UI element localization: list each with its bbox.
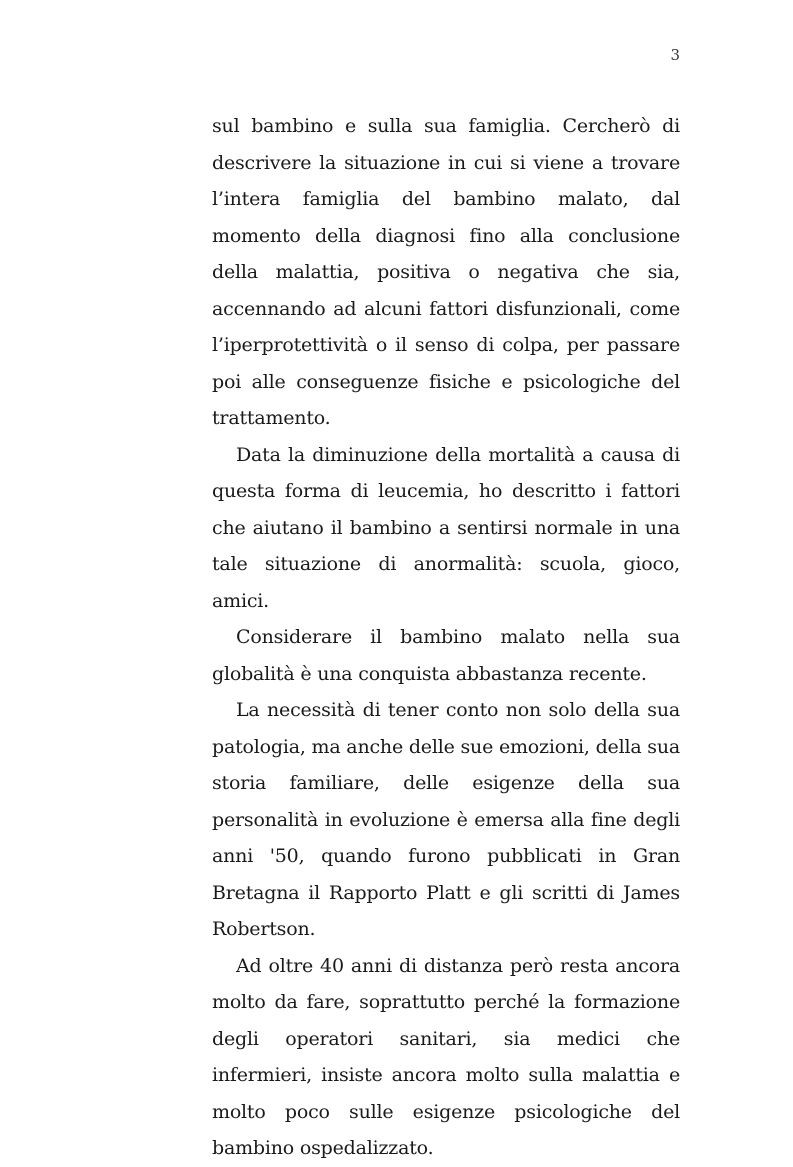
body-text: [212, 108, 680, 1167]
page-number: 3: [670, 46, 680, 64]
paragraph-training: Ad oltre 40 anni di distanza però resta ancora molto da fare, soprattutto perché la formazione degli operatori sanitari, sia medici che infermieri, insiste ancora molto sulla malattia e molto poco sulle esigenze psicologiche del bambino ospedalizzato.: [212, 954, 680, 1159]
paragraph-continuation: sul bambino e sulla sua famiglia. Cercherò di descrivere la situazione in cui si viene a trovare l’intera famiglia del bambino malato, dal momento della diagnosi fino alla conclusione della malattia, positiva o negativa che sia, accennando ad alcuni fattori disfunzionali, come l’iperprotettività o il senso di colpa, per passare poi alle conseguenze fisiche e psicologiche del trattamento.: [212, 115, 680, 429]
paragraph-globality: Considerare il bambino malato nella sua globalità è una conquista abbastanza recente.: [212, 626, 680, 685]
paragraph-history: La necessità di tener conto non solo della sua patologia, ma anche delle sue emozioni, della sua storia familiare, delle esigenze della sua personalità in evoluzione è emersa alla fine degli anni '50, quando furono pubblicati in Gran Bretagna il Rapporto Platt e gli scritti di James Robertson.: [212, 699, 681, 940]
paragraph-mortality: Data la diminuzione della mortalità a causa di questa forma di leucemia, ho descritto i fattori che aiutano il bambino a sentirsi normale in una tale situazione di anormalità: scuola, gioco, amici.: [212, 443, 680, 612]
